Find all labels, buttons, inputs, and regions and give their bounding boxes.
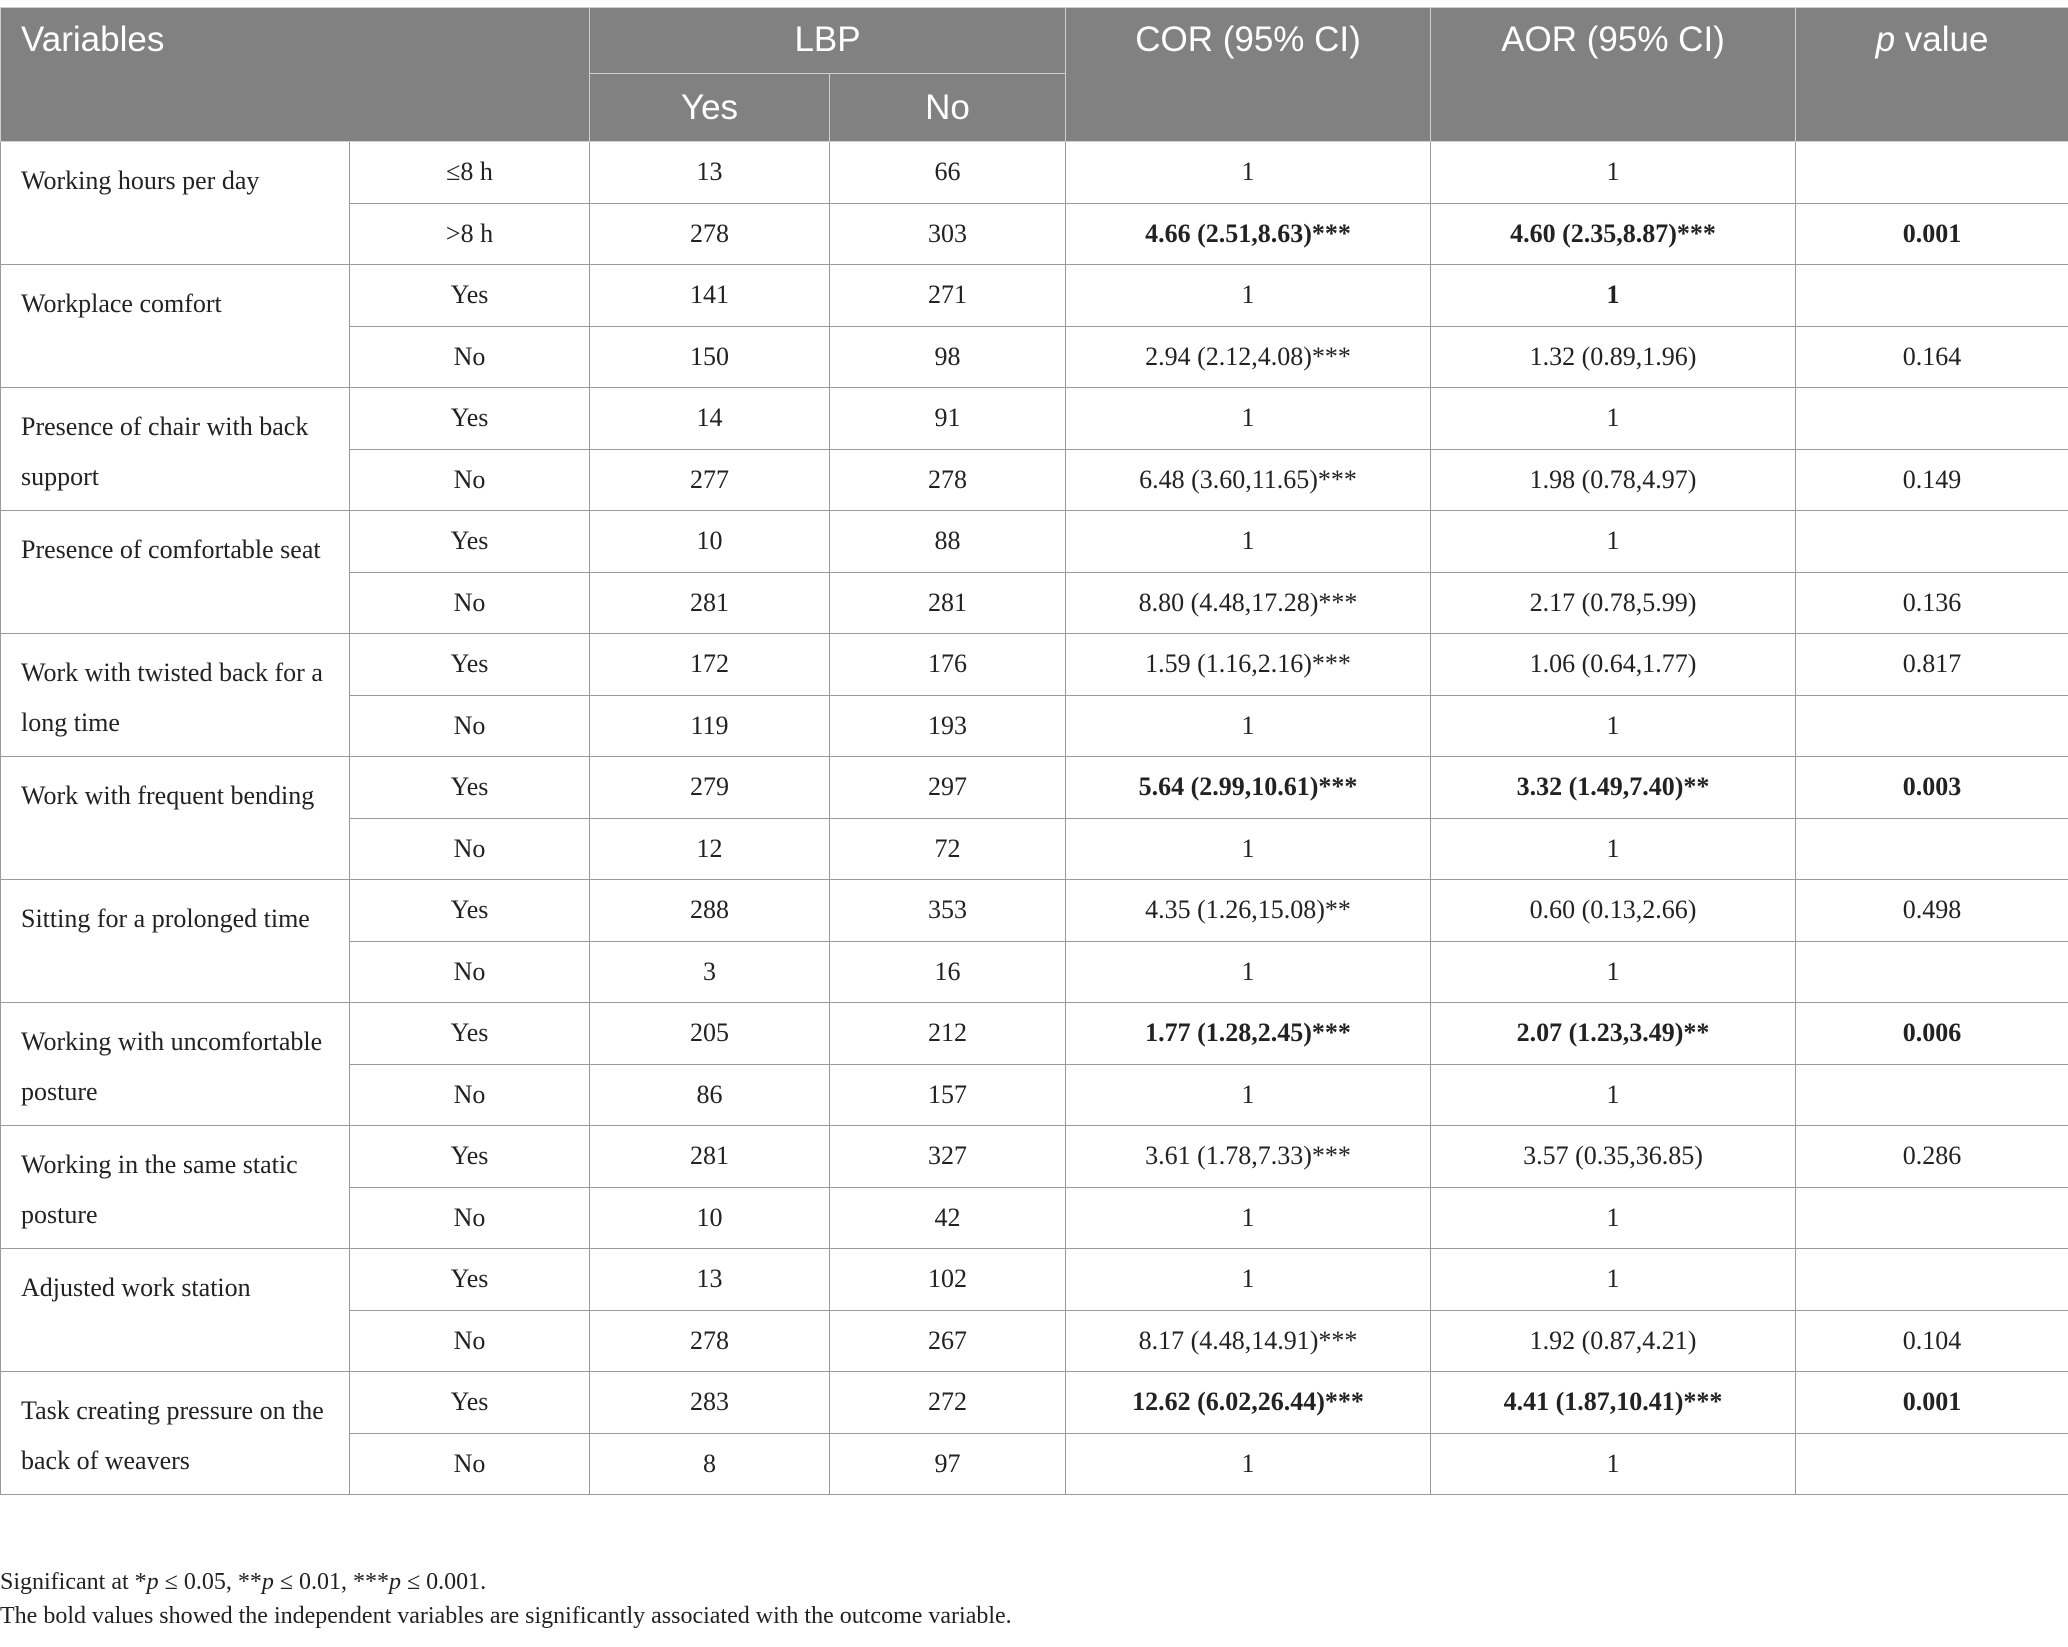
aor-cell: 1.06 (0.64,1.77) [1431,634,1796,696]
sig-text: Significant at * [0,1569,147,1595]
table-footnotes [0,1565,1012,1633]
aor-cell: 4.41 (1.87,10.41)*** [1431,1372,1796,1434]
level-cell: ˃8 h [350,203,590,265]
variable-name: Presence of chair with back support [1,388,350,511]
aor-cell: 1 [1431,265,1796,327]
p-value-cell: 0.104 [1796,1310,2068,1372]
level-cell: No [350,941,590,1003]
cor-cell: 4.66 (2.51,8.63)*** [1066,203,1431,265]
header-variables: Variables [1,8,590,142]
cor-cell: 5.64 (2.99,10.61)*** [1066,757,1431,819]
p-value-cell [1796,1187,2068,1249]
lbp-yes-cell: 205 [590,1003,830,1065]
p-value-cell [1796,1249,2068,1311]
header-p-rest: value [1895,20,1989,59]
lbp-no-cell: 157 [830,1064,1066,1126]
lbp-no-cell: 42 [830,1187,1066,1249]
aor-cell: 1 [1431,1249,1796,1311]
lbp-yes-cell: 281 [590,1126,830,1188]
table-row [1,634,2068,696]
variable-name: Presence of comfortable seat [1,511,350,634]
level-cell: Yes [350,1372,590,1434]
level-cell: Yes [350,1003,590,1065]
level-cell: No [350,1433,590,1495]
lbp-yes-cell: 13 [590,142,830,204]
lbp-no-cell: 193 [830,695,1066,757]
lbp-yes-cell: 279 [590,757,830,819]
lbp-yes-cell: 150 [590,326,830,388]
lbp-no-cell: 267 [830,1310,1066,1372]
level-cell: No [350,1187,590,1249]
bold-note: The bold values showed the independent variables are significantly associated with the outcome variable. [0,1603,1012,1629]
header-p-value [1796,8,2068,142]
level-cell: Yes [350,1249,590,1311]
level-cell: Yes [350,880,590,942]
level-cell: Yes [350,757,590,819]
cor-cell: 1 [1066,511,1431,573]
variable-name: Work with frequent bending [1,757,350,880]
lbp-yes-cell: 277 [590,449,830,511]
p-value-cell [1796,818,2068,880]
level-cell: No [350,1310,590,1372]
p-value-cell: 0.001 [1796,203,2068,265]
p-value-cell: 0.498 [1796,880,2068,942]
level-cell: Yes [350,511,590,573]
cor-cell: 4.35 (1.26,15.08)** [1066,880,1431,942]
variable-name: Working in the same static posture [1,1126,350,1249]
lbp-yes-cell: 3 [590,941,830,1003]
cor-cell: 1 [1066,265,1431,327]
cor-cell: 12.62 (6.02,26.44)*** [1066,1372,1431,1434]
sig-p: p [388,1569,401,1595]
aor-cell: 1 [1431,511,1796,573]
level-cell: Yes [350,388,590,450]
lbp-no-cell: 278 [830,449,1066,511]
p-value-cell [1796,142,2068,204]
cor-cell: 3.61 (1.78,7.33)*** [1066,1126,1431,1188]
p-value-cell: 0.149 [1796,449,2068,511]
table-body [1,142,2068,1495]
cor-cell: 1 [1066,941,1431,1003]
lbp-no-cell: 271 [830,265,1066,327]
cor-cell: 1 [1066,695,1431,757]
lbp-no-cell: 88 [830,511,1066,573]
sig-p: p [146,1569,159,1595]
lbp-yes-cell: 141 [590,265,830,327]
lbp-yes-cell: 278 [590,1310,830,1372]
aor-cell: 3.32 (1.49,7.40)** [1431,757,1796,819]
lbp-no-cell: 297 [830,757,1066,819]
lbp-yes-cell: 12 [590,818,830,880]
aor-cell: 1 [1431,1064,1796,1126]
cor-cell: 1.59 (1.16,2.16)*** [1066,634,1431,696]
lbp-yes-cell: 10 [590,1187,830,1249]
lbp-yes-cell: 14 [590,388,830,450]
lbp-no-cell: 176 [830,634,1066,696]
header-aor: AOR (95% CI) [1431,8,1796,142]
lbp-yes-cell: 119 [590,695,830,757]
lbp-yes-cell: 172 [590,634,830,696]
p-value-cell [1796,511,2068,573]
variable-name: Sitting for a prolonged time [1,880,350,1003]
p-value-cell [1796,941,2068,1003]
lbp-no-cell: 327 [830,1126,1066,1188]
lbp-no-cell: 97 [830,1433,1066,1495]
p-value-cell: 0.286 [1796,1126,2068,1188]
header-p-italic: p [1875,20,1896,59]
p-value-cell [1796,1064,2068,1126]
variable-name: Working hours per day [1,142,350,265]
cor-cell: 6.48 (3.60,11.65)*** [1066,449,1431,511]
aor-cell: 1.98 (0.78,4.97) [1431,449,1796,511]
header-cor: COR (95% CI) [1066,8,1431,142]
level-cell: No [350,1064,590,1126]
table-row [1,511,2068,573]
level-cell: No [350,695,590,757]
aor-cell: 1 [1431,142,1796,204]
level-cell: No [350,572,590,634]
cor-cell: 1.77 (1.28,2.45)*** [1066,1003,1431,1065]
lbp-no-cell: 66 [830,142,1066,204]
sig-text: ≤ 0.001. [400,1569,487,1595]
header-no: No [830,74,1066,142]
aor-cell: 1 [1431,695,1796,757]
lbp-yes-cell: 288 [590,880,830,942]
lbp-no-cell: 98 [830,326,1066,388]
table-header [1,8,2068,142]
cor-cell: 1 [1066,142,1431,204]
p-value-cell: 0.006 [1796,1003,2068,1065]
table-row [1,388,2068,450]
table-row [1,1249,2068,1311]
cor-cell: 1 [1066,1433,1431,1495]
aor-cell: 1 [1431,1433,1796,1495]
cor-cell: 1 [1066,388,1431,450]
lbp-no-cell: 16 [830,941,1066,1003]
lbp-yes-cell: 13 [590,1249,830,1311]
aor-cell: 1 [1431,1187,1796,1249]
lbp-yes-cell: 8 [590,1433,830,1495]
aor-cell: 2.07 (1.23,3.49)** [1431,1003,1796,1065]
p-value-cell: 0.136 [1796,572,2068,634]
header-lbp: LBP [590,8,1066,74]
lbp-yes-cell: 283 [590,1372,830,1434]
cor-cell: 2.94 (2.12,4.08)*** [1066,326,1431,388]
p-value-cell: 0.001 [1796,1372,2068,1434]
table-row [1,757,2068,819]
lbp-yes-cell: 10 [590,511,830,573]
lbp-no-cell: 303 [830,203,1066,265]
table-row [1,880,2068,942]
cor-cell: 8.80 (4.48,17.28)*** [1066,572,1431,634]
p-value-cell: 0.003 [1796,757,2068,819]
aor-cell: 0.60 (0.13,2.66) [1431,880,1796,942]
cor-cell: 1 [1066,818,1431,880]
sig-p: p [261,1569,274,1595]
header-yes: Yes [590,74,830,142]
variable-name: Task creating pressure on the back of weavers [1,1372,350,1495]
level-cell: Yes [350,1126,590,1188]
lbp-no-cell: 212 [830,1003,1066,1065]
p-value-cell [1796,695,2068,757]
table-row [1,1126,2068,1188]
aor-cell: 1 [1431,388,1796,450]
level-cell: ≤8 h [350,142,590,204]
p-value-cell [1796,1433,2068,1495]
table-row [1,1372,2068,1434]
aor-cell: 1 [1431,818,1796,880]
cor-cell: 1 [1066,1249,1431,1311]
p-value-cell [1796,265,2068,327]
lbp-yes-cell: 86 [590,1064,830,1126]
variable-name: Work with twisted back for a long time [1,634,350,757]
aor-cell: 3.57 (0.35,36.85) [1431,1126,1796,1188]
aor-cell: 4.60 (2.35,8.87)*** [1431,203,1796,265]
aor-cell: 1.92 (0.87,4.21) [1431,1310,1796,1372]
significance-note [0,1565,1012,1599]
p-value-cell [1796,388,2068,450]
level-cell: No [350,326,590,388]
aor-cell: 1 [1431,941,1796,1003]
table-row [1,265,2068,327]
lbp-no-cell: 281 [830,572,1066,634]
cor-cell: 1 [1066,1064,1431,1126]
p-value-cell: 0.817 [1796,634,2068,696]
variable-name: Working with uncomfortable posture [1,1003,350,1126]
p-value-cell: 0.164 [1796,326,2068,388]
variable-name: Adjusted work station [1,1249,350,1372]
sig-text: ≤ 0.01, *** [273,1569,389,1595]
table-row [1,142,2068,204]
level-cell: No [350,449,590,511]
lbp-no-cell: 102 [830,1249,1066,1311]
table-row [1,1003,2068,1065]
lbp-no-cell: 353 [830,880,1066,942]
level-cell: Yes [350,265,590,327]
level-cell: No [350,818,590,880]
aor-cell: 1.32 (0.89,1.96) [1431,326,1796,388]
sig-text: ≤ 0.05, ** [158,1569,262,1595]
lbp-no-cell: 272 [830,1372,1066,1434]
lbp-no-cell: 91 [830,388,1066,450]
lbp-yes-cell: 278 [590,203,830,265]
level-cell: Yes [350,634,590,696]
variable-name: Workplace comfort [1,265,350,388]
cor-cell: 8.17 (4.48,14.91)*** [1066,1310,1431,1372]
regression-table [0,7,2068,1495]
lbp-yes-cell: 281 [590,572,830,634]
aor-cell: 2.17 (0.78,5.99) [1431,572,1796,634]
lbp-no-cell: 72 [830,818,1066,880]
cor-cell: 1 [1066,1187,1431,1249]
